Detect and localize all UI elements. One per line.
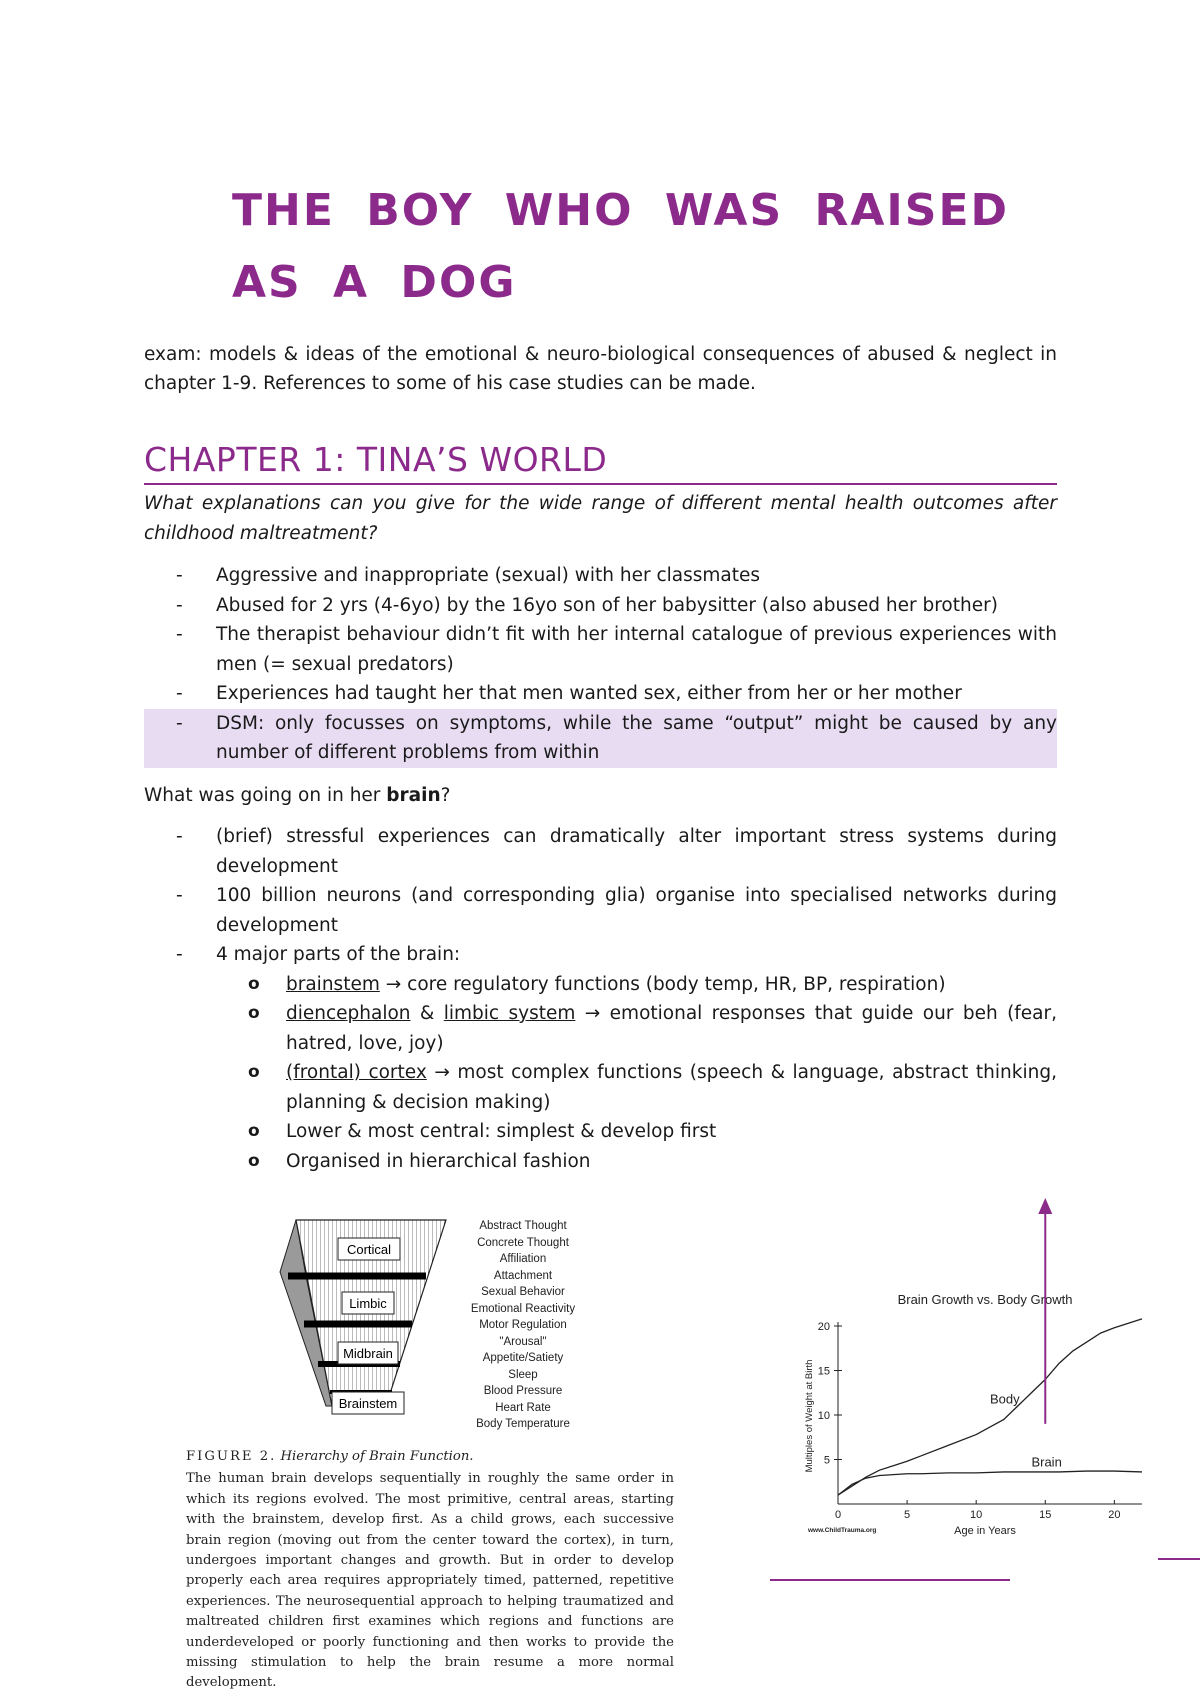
level-label-limbic: Limbic bbox=[349, 1296, 387, 1311]
term-diencephalon: diencephalon bbox=[286, 1003, 411, 1024]
chapter-heading: CHAPTER 1: TINA’S WORLD bbox=[144, 440, 1057, 485]
o-marker: o bbox=[248, 1062, 260, 1082]
intro-paragraph: exam: models & ideas of the emotional & neuro-biological consequences of abused & neglect in chapter 1-9. References to some of his case studies can be made. bbox=[144, 344, 1057, 394]
dash-marker: - bbox=[176, 624, 183, 645]
bullet-list-tina bbox=[144, 561, 1057, 768]
x-axis-label: Age in Years bbox=[954, 1525, 1016, 1537]
list-item bbox=[144, 881, 1057, 940]
term-limbic-system: limbic system bbox=[443, 1003, 576, 1024]
arrow-icon: → bbox=[385, 973, 402, 995]
brain-hierarchy-figure bbox=[276, 1216, 466, 1426]
figure-title: Hierarchy of Brain Function. bbox=[280, 1449, 474, 1464]
o-marker: o bbox=[248, 1121, 260, 1141]
function-label: Affiliation bbox=[499, 1253, 547, 1265]
y-tick-label: 20 bbox=[817, 1321, 830, 1333]
figure-caption bbox=[186, 1447, 674, 1694]
sub-list-item bbox=[214, 970, 1057, 1000]
sub-item-text: Lower & most central: simplest & develop first bbox=[286, 1121, 717, 1142]
list-item-highlighted bbox=[144, 709, 1057, 768]
dash-marker: - bbox=[176, 826, 183, 847]
arrow-icon: → bbox=[584, 1003, 601, 1024]
function-label: Sexual Behavior bbox=[481, 1286, 565, 1298]
list-item-text: 100 billion neurons (and corresponding glia) organise into specialised networks during development bbox=[216, 885, 1057, 936]
dash-marker: - bbox=[176, 944, 183, 965]
list-item bbox=[144, 940, 1057, 1176]
y-tick-label: 15 bbox=[817, 1365, 830, 1378]
list-item-text: Aggressive and inappropriate (sexual) with her classmates bbox=[216, 565, 761, 586]
list-item-text: (brief) stressful experiences can dramatically alter important stress systems during development bbox=[216, 826, 1057, 877]
x-tick-label: 20 bbox=[1108, 1509, 1121, 1521]
y-axis-label: Multiples of Weight at Birth bbox=[804, 1359, 815, 1473]
list-item bbox=[144, 591, 1057, 621]
list-item-text: Abused for 2 yrs (4-6yo) by the 16yo son of her babysitter (also abused her brother) bbox=[216, 594, 998, 616]
series-line-brain bbox=[838, 1471, 1142, 1495]
x-tick-label: 10 bbox=[970, 1509, 983, 1521]
brain-question-suffix: ? bbox=[440, 785, 451, 806]
annotation-arrow-head bbox=[1038, 1198, 1052, 1214]
series-label-brain: Brain bbox=[1031, 1454, 1062, 1470]
list-item bbox=[144, 561, 1057, 591]
o-marker: o bbox=[248, 973, 260, 994]
chart-footer: www.ChildTrauma.org bbox=[808, 1527, 877, 1534]
o-marker: o bbox=[248, 1003, 260, 1023]
sub-list-brain-parts bbox=[216, 970, 1057, 1177]
title-line-1: THE BOY WHO WAS RAISED bbox=[232, 185, 1010, 236]
brain-question bbox=[144, 781, 451, 811]
sub-item-text: core regulatory functions (body temp, HR, BP, respiration) bbox=[401, 973, 946, 995]
function-label: Body Temperature bbox=[476, 1418, 570, 1430]
series-label-body: Body bbox=[990, 1391, 1020, 1407]
title-line-2: AS A DOG bbox=[232, 257, 517, 308]
bullet-list-brain bbox=[144, 822, 1057, 1176]
term-cortex: (frontal) cortex bbox=[286, 1062, 427, 1083]
function-label: Blood Pressure bbox=[483, 1385, 563, 1397]
figure-caption-text: The human brain develops sequentially in roughly the same order in which its regions evolved. The most primitive, central areas, starting with the brainstem, develop first. As a child grows, each successive brain region (moving out from the center toward the cortex), in turn, undergoes important changes and growth. But in order to develop properly each area requires appropriately timed, patterned, repetitive experiences. The neurosequential approach to helping traumatized and maltreated children first examines which regions and functions are underdeveloped or poorly functioning and then works to provide the missing stimulation to help the brain resume a more normal development. bbox=[186, 1471, 674, 1691]
dash-marker: - bbox=[176, 683, 183, 704]
brain-question-bold: brain bbox=[386, 785, 441, 806]
function-label: Heart Rate bbox=[495, 1401, 551, 1414]
series-line-body bbox=[838, 1319, 1142, 1495]
function-label: Concrete Thought bbox=[477, 1236, 569, 1249]
function-label: Abstract Thought bbox=[479, 1220, 567, 1232]
function-labels bbox=[448, 1218, 598, 1433]
sub-list-item bbox=[214, 1147, 1057, 1177]
function-label: Emotional Reactivity bbox=[470, 1302, 576, 1315]
sub-item-text: Organised in hierarchical fashion bbox=[286, 1150, 591, 1172]
list-item-text: Experiences had taught her that men wanted sex, either from her or her mother bbox=[216, 683, 962, 704]
decorative-rule bbox=[770, 1579, 1010, 1581]
list-item-text: 4 major parts of the brain: bbox=[216, 944, 461, 965]
y-tick-label: 10 bbox=[817, 1410, 830, 1422]
list-item bbox=[144, 620, 1057, 679]
arrow-icon: → bbox=[434, 1062, 450, 1083]
document-title bbox=[232, 175, 1032, 319]
dash-marker: - bbox=[176, 712, 183, 734]
chapter-question: What explanations can you give for the wide range of different mental health outcomes after childhood maltreatment? bbox=[144, 493, 1057, 544]
function-label: Motor Regulation bbox=[479, 1319, 567, 1331]
sub-item-text: most complex functions (speech & language, abstract thinking, planning & decision making) bbox=[286, 1062, 1057, 1113]
sub-list-item bbox=[214, 1117, 1057, 1147]
level-label-brainstem: Brainstem bbox=[338, 1396, 398, 1411]
function-label: "Arousal" bbox=[499, 1335, 547, 1348]
list-item bbox=[144, 679, 1057, 709]
sub-list-item bbox=[214, 1058, 1057, 1117]
list-item-text: DSM: only focusses on symptoms, while the same “output” might be caused by any number of different problems from within bbox=[216, 712, 1057, 763]
ampersand: & bbox=[410, 1003, 444, 1024]
brain-question-prefix: What was going on in her bbox=[144, 785, 387, 806]
chart-title: Brain Growth vs. Body Growth bbox=[897, 1292, 1073, 1307]
x-tick-label: 5 bbox=[904, 1509, 911, 1521]
function-label: Sleep bbox=[508, 1368, 538, 1381]
term-brainstem: brainstem bbox=[286, 973, 380, 995]
x-tick-label: 15 bbox=[1039, 1509, 1052, 1521]
o-marker: o bbox=[248, 1150, 260, 1171]
growth-chart bbox=[760, 1200, 1190, 1537]
dash-marker: - bbox=[176, 594, 183, 616]
dash-marker: - bbox=[176, 565, 183, 586]
function-label: Attachment bbox=[493, 1269, 553, 1282]
list-item-text: The therapist behaviour didn’t fit with her internal catalogue of previous experiences with men (= sexual predators) bbox=[216, 624, 1057, 675]
y-tick-label: 5 bbox=[823, 1454, 830, 1467]
figure-number: FIGURE 2. bbox=[186, 1449, 277, 1464]
dash-marker: - bbox=[176, 885, 183, 906]
list-item bbox=[144, 822, 1057, 881]
figure-caption-head bbox=[186, 1447, 674, 1467]
x-tick-label: 0 bbox=[834, 1509, 842, 1521]
decorative-rule-right bbox=[1158, 1558, 1200, 1560]
sub-list-item bbox=[214, 999, 1057, 1058]
level-label-cortical: Cortical bbox=[346, 1242, 392, 1257]
function-label: Appetite/Satiety bbox=[482, 1352, 564, 1364]
sub-item-text: emotional responses that guide our beh (fear, hatred, love, joy) bbox=[286, 1003, 1058, 1054]
level-label-midbrain: Midbrain bbox=[343, 1346, 393, 1361]
